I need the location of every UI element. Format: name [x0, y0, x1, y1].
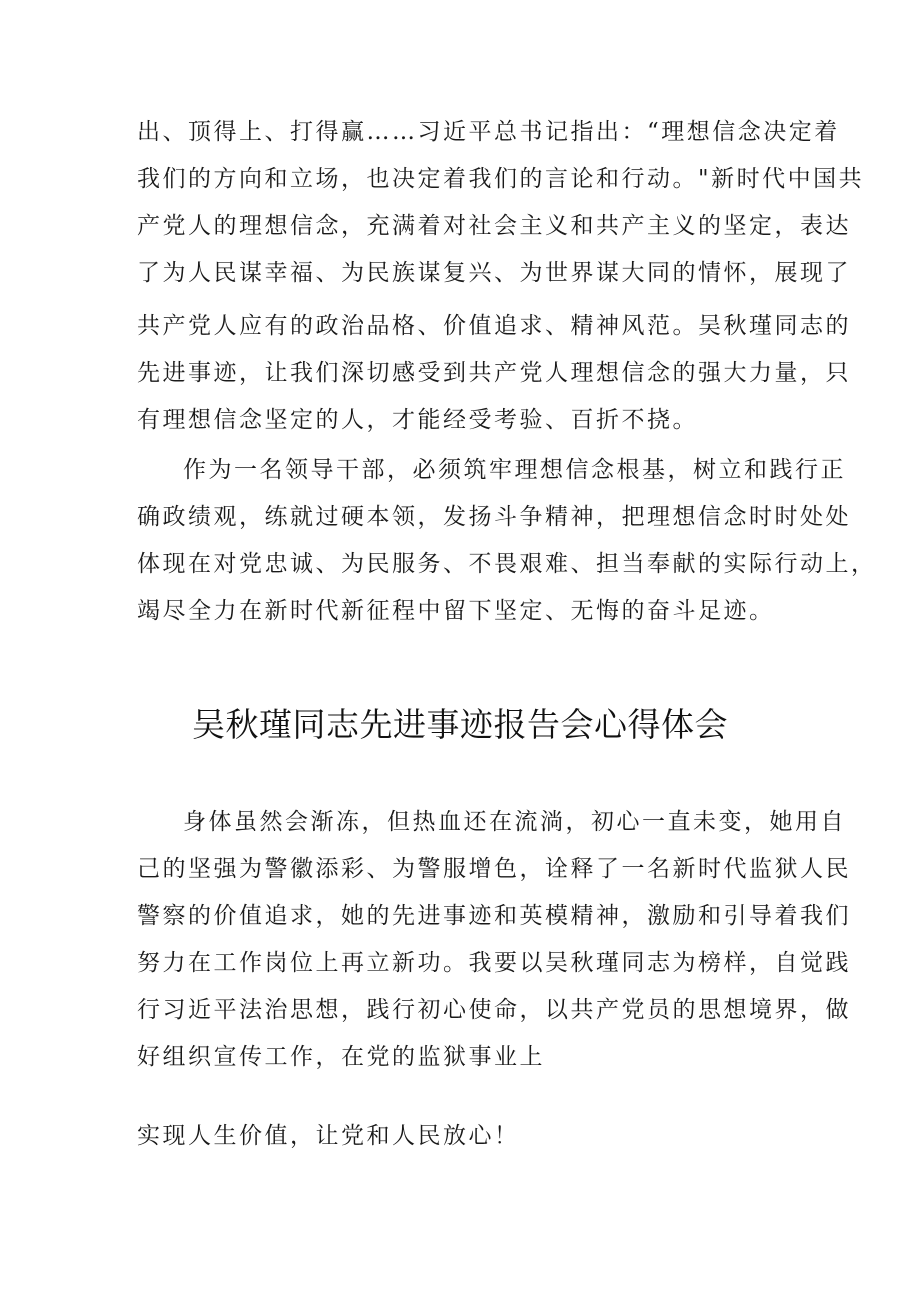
paragraph-3-line-2: 己的坚强为警徽添彩、为警服增色，诠释了一名新时代监狱人民: [137, 856, 851, 882]
paragraph-3-line-6: 好组织宣传工作，在党的监狱事业上: [137, 1044, 545, 1070]
paragraph-3-line-3: 警察的价值追求，她的先进事迹和英模精神，激励和引导着我们: [137, 903, 851, 929]
paragraph-1-line-1: 出、顶得上、打得赢……习近平总书记指出：“理想信念决定着: [137, 119, 840, 145]
paragraph-2-line-1: 作为一名领导干部，必须筑牢理想信念根基，树立和践行正: [183, 457, 846, 483]
paragraph-1-line-3: 产党人的理想信念，充满着对社会主义和共产主义的坚定，表达: [137, 213, 851, 239]
paragraph-3-line-1: 身体虽然会渐冻，但热血还在流淌，初心一直未变，她用自: [183, 809, 846, 835]
paragraph-3-line-5: 行习近平法治思想，践行初心使命，以共产党员的思想境界，做: [137, 997, 851, 1023]
paragraph-4-line-1: 实现人生价值，让党和人民放心！: [137, 1123, 520, 1149]
paragraph-1-line-5: 共产党人应有的政治品格、价值追求、精神风范。吴秋瑾同志的: [137, 313, 851, 339]
paragraph-1-line-2: 我们的方向和立场，也决定着我们的言论和行动。"新时代中国共: [137, 166, 865, 192]
paragraph-2-line-2: 确政绩观，练就过硬本领，发扬斗争精神，把理想信念时时处处: [137, 504, 851, 530]
paragraph-2-line-3: 体现在对党忠诚、为民服务、不畏艰难、担当奉献的实际行动上，: [137, 551, 877, 577]
paragraph-1-line-7: 有理想信念坚定的人，才能经受考验、百折不挠。: [137, 407, 698, 433]
paragraph-3-line-4: 努力在工作岗位上再立新功。我要以吴秋瑾同志为榜样，自觉践: [137, 950, 851, 976]
paragraph-1-line-6: 先进事迹，让我们深切感受到共产党人理想信念的强大力量，只: [137, 360, 851, 386]
paragraph-2-line-4: 竭尽全力在新时代新征程中留下坚定、无悔的奋斗足迹。: [137, 598, 775, 624]
paragraph-1-line-4: 了为人民谋幸福、为民族谋复兴、为世界谋大同的情怀，展现了: [137, 260, 851, 286]
section-title: 吴秋瑾同志先进事迹报告会心得体会: [192, 705, 728, 744]
